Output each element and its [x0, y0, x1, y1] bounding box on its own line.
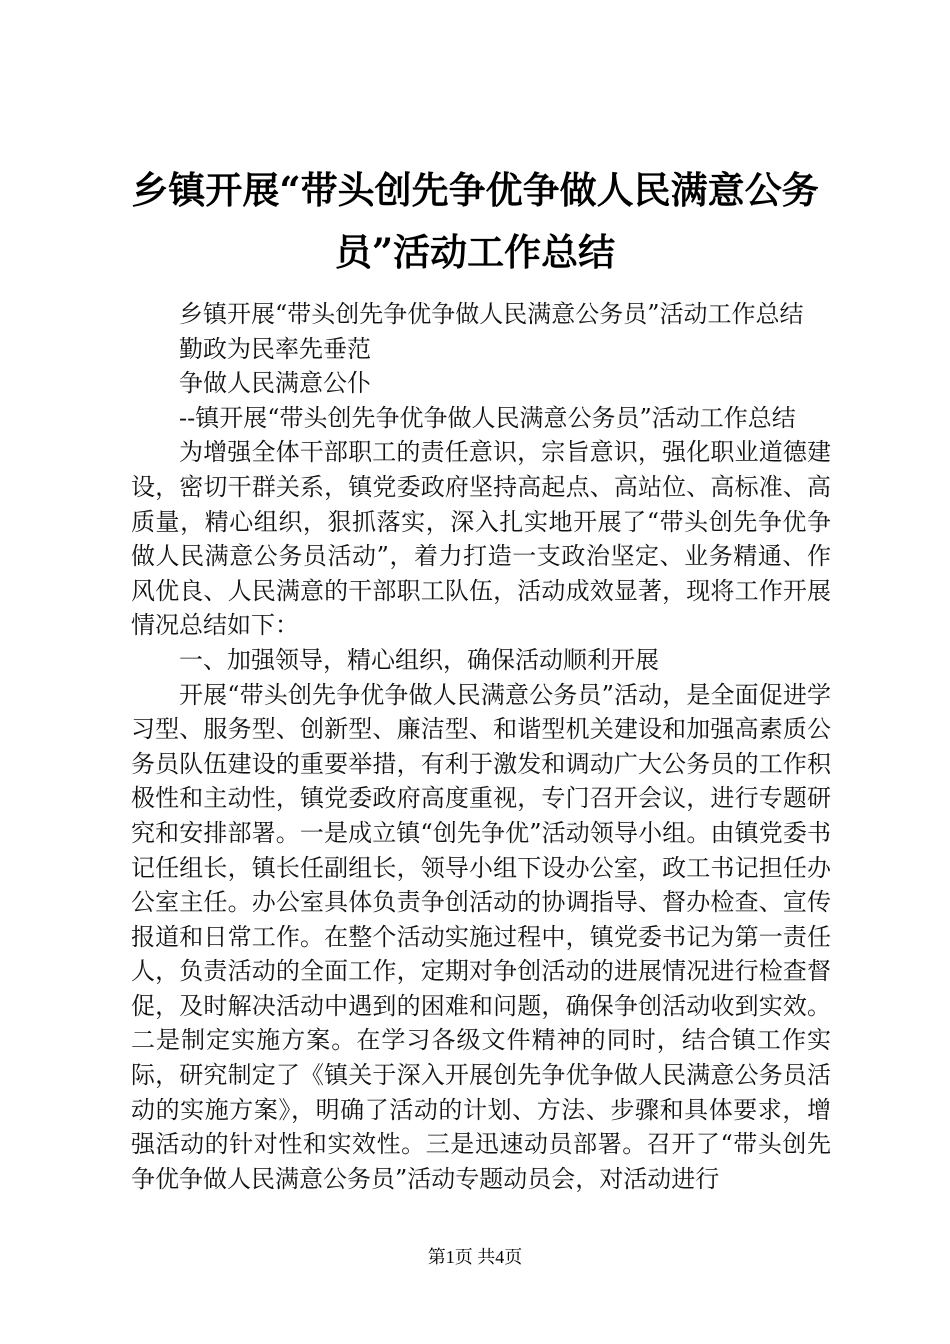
section-heading: 一、加强领导，精心组织，确保活动顺利开展 — [179, 645, 659, 674]
document-title-line-2: 员”活动工作总结 — [334, 230, 616, 274]
body-paragraph: 为增强全体干部职工的责任意识，宗旨意识，强化职业道德建设，密切干群关系，镇党委政府坚持高起点、高站位、高标准、高质量，精心组织，狠抓落实，深入扎实地开展了“带头创先争优争做人民满意公务员活动”，着力打造一支政治坚定、业务精通、作风优良、人民满意的干部职工队伍，活动成效显著，现将工作开展情况总结如下： — [131, 438, 831, 640]
body-paragraph: 勤政为民率先垂范 — [179, 334, 371, 363]
document-title-line-1: 乡镇开展“带头创先争优争做人民满意公务 — [131, 168, 819, 212]
page-number-footer: 第1页 共4页 — [427, 1247, 523, 1267]
body-paragraph: 乡镇开展“带头创先争优争做人民满意公务员”活动工作总结 — [179, 300, 804, 328]
body-paragraph: 争做人民满意公仆 — [179, 369, 371, 398]
body-paragraph: --镇开展“带头创先争优争做人民满意公务员”活动工作总结 — [179, 403, 796, 432]
document-body — [131, 297, 831, 1196]
body-paragraph: 开展“带头创先争优争做人民满意公务员”活动，是全面促进学习型、服务型、创新型、廉洁型、和谐型机关建设和加强高素质公务员队伍建设的重要举措，有利于激发和调动广大公务员的工作积极性和主动性，镇党委政府高度重视，专门召开会议，进行专题研究和安排部署。一是成立镇“创先争优”活动领导小组。由镇党委书记任组长，镇长任副组长，领导小组下设办公室，政工书记担任办公室主任。办公室具体负责争创活动的协调指导、督办检查、宣传报道和日常工作。在整个活动实施过程中，镇党委书记为第一责任人，负责活动的全面工作，定期对争创活动的进展情况进行检查督促，及时解决活动中遇到的困难和问题，确保争创活动收到实效。二是制定实施方案。在学习各级文件精神的同时，结合镇工作实际，研究制定了《镇关于深入开展创先争优争做人民满意公务员活动的实施方案》，明确了活动的计划、方法、步骤和具体要求，增强活动的针对性和实效性。三是迅速动员部署。召开了“带头创先争优争做人民满意公务员”活动专题动员会，对活动进行 — [131, 680, 831, 1193]
